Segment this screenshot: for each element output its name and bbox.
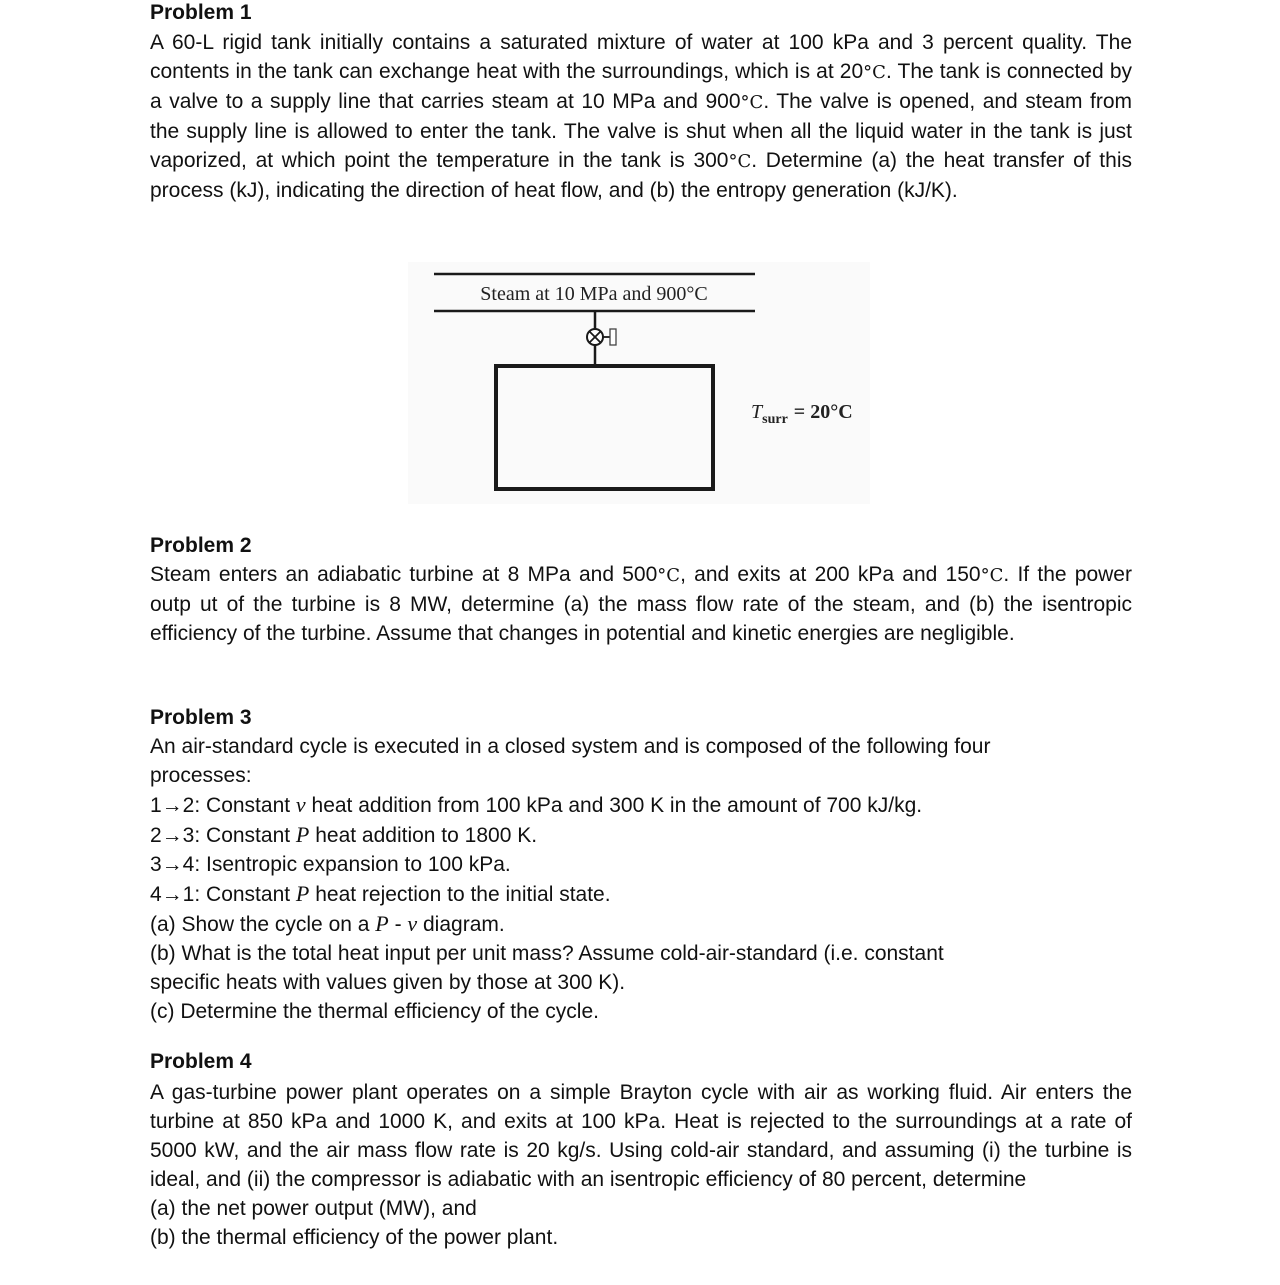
text-segment: heat addition to 1800 K. xyxy=(309,824,538,847)
problem-3-body xyxy=(150,732,1080,1026)
text-segment: 1→2: Constant xyxy=(150,794,296,817)
question-3a xyxy=(150,909,1080,939)
text-segment: heat rejection to the initial state. xyxy=(309,883,611,906)
process-3-4 xyxy=(150,850,1080,879)
tank-figure xyxy=(408,262,870,504)
variable-symbol: P xyxy=(375,911,389,936)
rigid-tank xyxy=(496,366,713,489)
variable-symbol: v xyxy=(407,911,418,936)
text-segment: 3→4: Isentropic expansion to 100 kPa. xyxy=(150,853,511,876)
text-segment: . Determine (a) the heat transfer of this process (kJ), indicating the direction of heat flow, and (b) the entropy generation (kJ/K). xyxy=(150,149,1132,202)
degree-celsius: °C xyxy=(728,151,752,172)
degree-celsius: °C xyxy=(980,565,1004,586)
problem-2-title: Problem 2 xyxy=(150,534,252,557)
degree-celsius: °C xyxy=(657,565,681,586)
text-segment: (a) Show the cycle on a xyxy=(150,913,376,936)
text-segment: . The tank is connected by a valve to a supply line that carries steam at 10 MPa and 900 xyxy=(150,60,1132,113)
degree-celsius: °C xyxy=(863,62,886,83)
text-segment: 2→3: Constant xyxy=(150,824,296,847)
text-segment: 4→1: Constant xyxy=(150,883,296,906)
problem-4-body xyxy=(150,1078,1132,1252)
question-3b-line2: specific heats with values given by those at 300 K). xyxy=(150,971,626,994)
problem-2-text xyxy=(150,560,1132,648)
text-segment: . The valve is opened, and steam from the supply line is allowed to enter the tank. The valve is shut when all the liquid water in the tank is just vaporized, at which point the temperature in the tank is 300 xyxy=(150,90,1132,172)
process-1-2 xyxy=(150,790,1080,820)
text-segment: A 60-L rigid tank initially contains a saturated mixture of water at 100 kPa and 3 percent quality. The contents in the tank can exchange heat with the surroundings, which is at 20 xyxy=(150,31,1132,83)
variable-symbol: P xyxy=(295,881,310,906)
problem-4-text: A gas-turbine power plant operates on a simple Brayton cycle with air as working fluid. Air enters the turbine at 850 kPa and 1000 K, and exits at 100 kPa. Heat is rejected to the surroundings at a rate of 5000 kW, and the air mass flow rate is 20 kg/s. Using cold-air standard, and assuming (i) the turbine is ideal, and (ii) the compressor is adiabatic with an isentropic efficiency of 80 percent, determine xyxy=(150,1081,1132,1191)
variable-symbol: P xyxy=(295,822,310,847)
problem-1-text xyxy=(150,28,1132,205)
text-segment: . If the power outp ut of the turbine is 8 MW, determine (a) the mass flow rate of the steam, and (b) the isentropic efficiency of the turbine. Assume that changes in potential and kinetic energies are negligible. xyxy=(150,563,1132,645)
problem-3-title: Problem 3 xyxy=(150,706,252,729)
question-3c: (c) Determine the thermal efficiency of the cycle. xyxy=(150,1000,599,1023)
question-4a: (a) the net power output (MW), and xyxy=(150,1197,477,1220)
degree-celsius: °C xyxy=(740,92,764,113)
process-2-3 xyxy=(150,820,1080,850)
text-segment: heat addition from 100 kPa and 300 K in the amount of 700 kJ/kg. xyxy=(305,794,923,817)
variable-symbol: v xyxy=(295,792,306,817)
supply-line-label: Steam at 10 MPa and 900°C xyxy=(480,283,708,305)
process-4-1 xyxy=(150,879,1080,909)
text-segment: diagram. xyxy=(417,913,505,936)
problem-1-title: Problem 1 xyxy=(150,1,252,24)
text-segment: Steam enters an adiabatic turbine at 8 MPa and 500 xyxy=(150,563,658,586)
text-segment: - xyxy=(388,913,408,936)
valve-icon xyxy=(587,329,616,345)
problem-3-intro: An air-standard cycle is executed in a closed system and is composed of the following four processes: xyxy=(150,735,991,787)
question-4b: (b) the thermal efficiency of the power plant. xyxy=(150,1226,559,1249)
problem-4-title: Problem 4 xyxy=(150,1050,252,1073)
tsurr-label: $T_{surr} = 20^\circ C$ xyxy=(751,401,853,427)
question-3b-line1: (b) What is the total heat input per unit mass? Assume cold-air-standard (i.e. constant xyxy=(150,942,944,965)
text-segment: , and exits at 200 kPa and 150 xyxy=(680,563,981,586)
